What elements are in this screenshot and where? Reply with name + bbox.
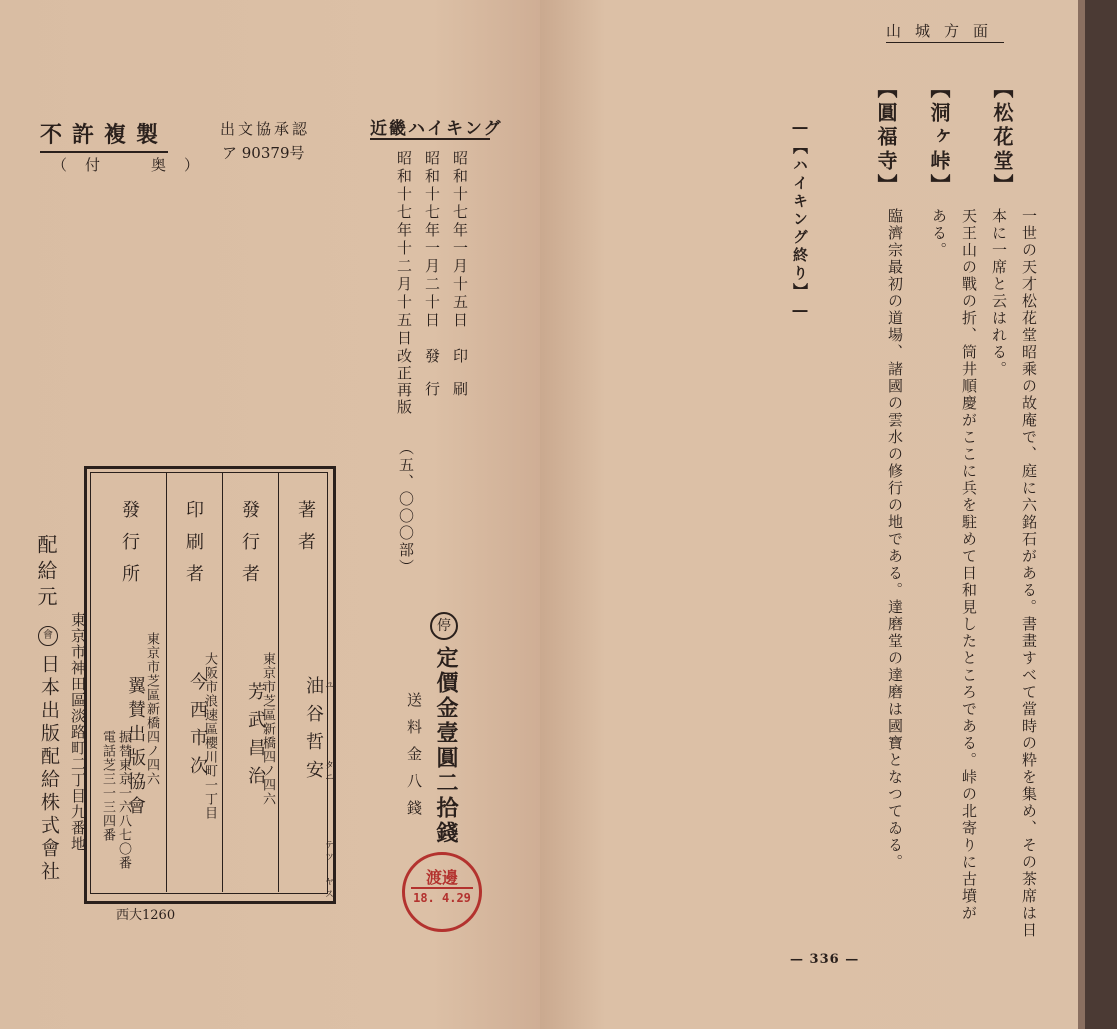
- entry-text: 天王山の戰の折、筒井順慶がここに兵を駐めて日和見したところである。峠の北寄りに古墳が: [960, 208, 978, 922]
- hiking-end-marker: ―【ハイキング終り】―: [791, 118, 809, 322]
- entry-text: 本に一席と云はれる。: [990, 208, 1008, 378]
- date-print: 昭和十七年一月十五日: [451, 150, 469, 330]
- stamp-divider: [411, 887, 473, 889]
- stamp-date: 18. 4.29: [413, 891, 471, 905]
- series-underline: [370, 138, 490, 140]
- role-publisher: 發行者: [239, 500, 260, 596]
- office-name: 翼賛出版協會: [125, 676, 146, 820]
- role-author: 著者: [295, 500, 316, 564]
- event-revised: 改正再版: [395, 348, 413, 416]
- colophon-divider: [166, 472, 167, 892]
- date-revised: 昭和十七年十二月十五日: [395, 150, 413, 348]
- entry-text: 臨濟宗最初の道場、諸國の雲水の修行の地である。達磨堂の達磨は國寶となつてゐる。: [886, 208, 904, 871]
- entry-title: 【圓福寺】: [874, 78, 898, 198]
- date-issue: 昭和十七年一月二十日: [423, 150, 441, 330]
- distributor-address: 東京市神田區淡路町二丁目九番地: [69, 612, 87, 852]
- stamp-name: 渡邊: [425, 868, 458, 887]
- publisher-name: 芳武昌治: [245, 682, 266, 794]
- event-print: 印刷: [451, 348, 469, 414]
- office-phone: 電話芝三一三四番: [100, 730, 115, 842]
- series-title: 近畿ハイキング: [370, 119, 503, 139]
- office-address: 東京市芝區新橋四ノ四六: [144, 632, 159, 786]
- entry-title: 【松花堂】: [990, 78, 1014, 198]
- running-header: 山城方面: [886, 22, 1003, 40]
- author-ruby: テツ ヤス: [323, 840, 333, 901]
- price-mark-icon: 停: [430, 612, 458, 640]
- bottom-code: 西大1260: [116, 908, 176, 923]
- price: 定價金壹圓二拾錢: [433, 646, 458, 846]
- event-issue: 發行: [423, 348, 441, 414]
- postage: 送料金八錢: [405, 692, 423, 827]
- role-printer: 印刷者: [183, 500, 204, 596]
- publisher-address: 東京市芝區新橋四ノ四六: [260, 652, 275, 806]
- header-rule: [886, 42, 1004, 43]
- role-office: 發行所: [119, 500, 140, 596]
- copy-notice-title: 不許複製: [40, 118, 168, 153]
- entry-title: 【洞ヶ峠】: [927, 78, 951, 198]
- author-name: 油谷哲安: [303, 676, 324, 788]
- distributor-name: 日本出版配給株式會社: [38, 654, 60, 884]
- entry-text: 一世の天才松花堂昭乘の故庵で、庭に六銘石がある。書畫すべて當時の粋を集め、その茶席は日: [1020, 208, 1038, 939]
- approval-label: 出文協承認: [220, 120, 311, 138]
- distributor-label: 配給元: [34, 534, 58, 612]
- colophon-divider: [222, 472, 223, 892]
- library-stamp: [402, 852, 482, 932]
- office-postal-transfer: 振替東京一六八七〇番: [116, 730, 131, 870]
- author-ruby: タニ: [323, 760, 333, 784]
- author-ruby: ユ: [323, 680, 333, 692]
- approval-number: ア 90379号: [222, 144, 305, 162]
- page-number: — 336 —: [790, 952, 860, 967]
- entry-text: ある。: [930, 208, 948, 259]
- print-run: （五、〇〇〇部）: [397, 440, 415, 576]
- colophon-divider: [278, 472, 279, 892]
- book-edge: [1085, 0, 1117, 1029]
- printer-name: 今西市次: [187, 672, 208, 784]
- distributor-mark-icon: 會: [38, 626, 58, 646]
- copy-notice-sub: （付 奥）: [52, 156, 218, 174]
- printer-address: 大阪市浪速區櫻川町一丁目: [202, 652, 217, 820]
